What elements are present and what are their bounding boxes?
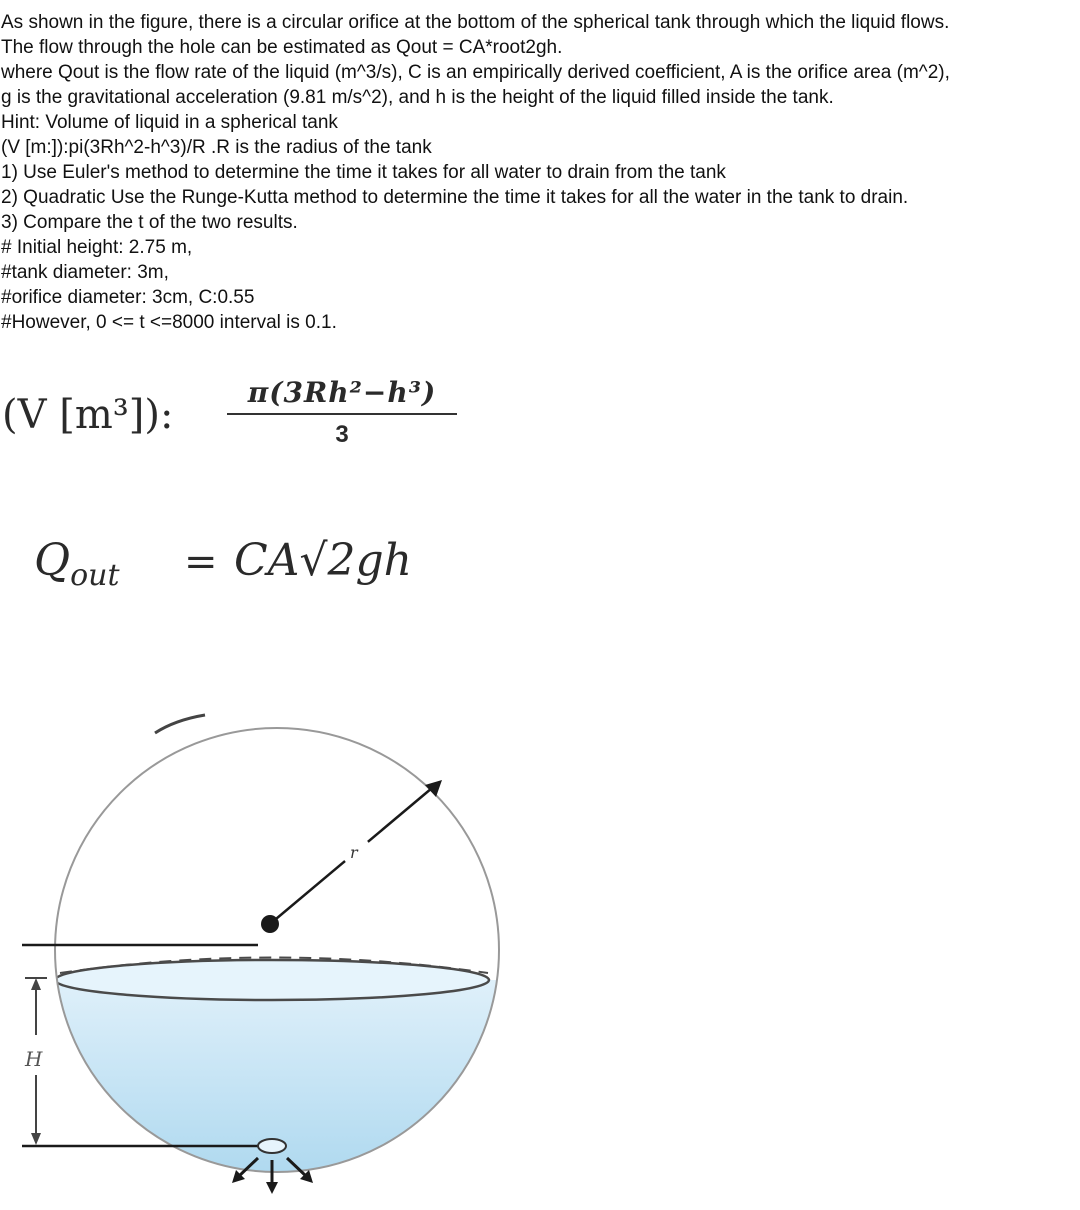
spherical-tank-diagram xyxy=(0,680,520,1200)
volume-formula-numerator: π(3Rh²−h³) xyxy=(247,376,437,409)
problem-line: 2) Quadratic Use the Runge-Kutta method to determine the time it takes for all the water in the tank to drain. xyxy=(1,187,909,208)
volume-formula-lhs: (V [m³]): xyxy=(2,392,174,438)
problem-line: 1) Use Euler's method to determine the time it takes for all water to drain from the tank xyxy=(1,162,726,183)
height-arrow-up xyxy=(31,978,41,990)
problem-line: g is the gravitational acceleration (9.81 m/s^2), and h is the height of the liquid filled inside the tank. xyxy=(1,87,834,108)
problem-line: (V [m:]):pi(3Rh^2-h^3)/R .R is the radius of the tank xyxy=(1,137,432,158)
problem-statement xyxy=(1,10,1076,335)
problem-line: The flow through the hole can be estimated as Qout = CA*root2gh. xyxy=(1,37,563,58)
flow-formula-q: Q xyxy=(34,535,71,586)
flow-formula-equals: = xyxy=(184,539,218,585)
fraction-bar xyxy=(227,413,457,415)
problem-line: 3) Compare the t of the two results. xyxy=(1,212,298,233)
height-arrow-down xyxy=(31,1133,41,1145)
problem-line: As shown in the figure, there is a circular orifice at the bottom of the spherical tank through which the liquid flows. xyxy=(1,12,950,33)
height-label: H xyxy=(25,1047,43,1071)
flow-formula-lhs xyxy=(34,535,120,593)
volume-formula-fraction xyxy=(227,376,457,449)
tank-outline-shadow xyxy=(155,715,205,733)
volume-formula-denominator: 3 xyxy=(335,421,349,448)
problem-line: where Qout is the flow rate of the liquid (m^3/s), C is an empirically derived coefficient, A is the orifice area (m^2), xyxy=(1,62,950,83)
radius-label: r xyxy=(350,843,358,862)
outflow-arrow-center-head xyxy=(266,1182,278,1194)
problem-line: Hint: Volume of liquid in a spherical tank xyxy=(1,112,338,133)
flow-formula-rhs: CA√2gh xyxy=(234,535,412,586)
orifice xyxy=(258,1139,286,1153)
problem-line: #tank diameter: 3m, xyxy=(1,262,169,283)
flow-formula xyxy=(34,535,454,615)
volume-formula xyxy=(2,372,472,472)
flow-formula-subscript: out xyxy=(70,557,120,593)
problem-line: #orifice diameter: 3cm, C:0.55 xyxy=(1,287,255,308)
problem-line: #However, 0 <= t <=8000 interval is 0.1. xyxy=(1,312,337,333)
problem-line: # Initial height: 2.75 m, xyxy=(1,237,193,258)
radius-arrow-head xyxy=(425,780,442,797)
